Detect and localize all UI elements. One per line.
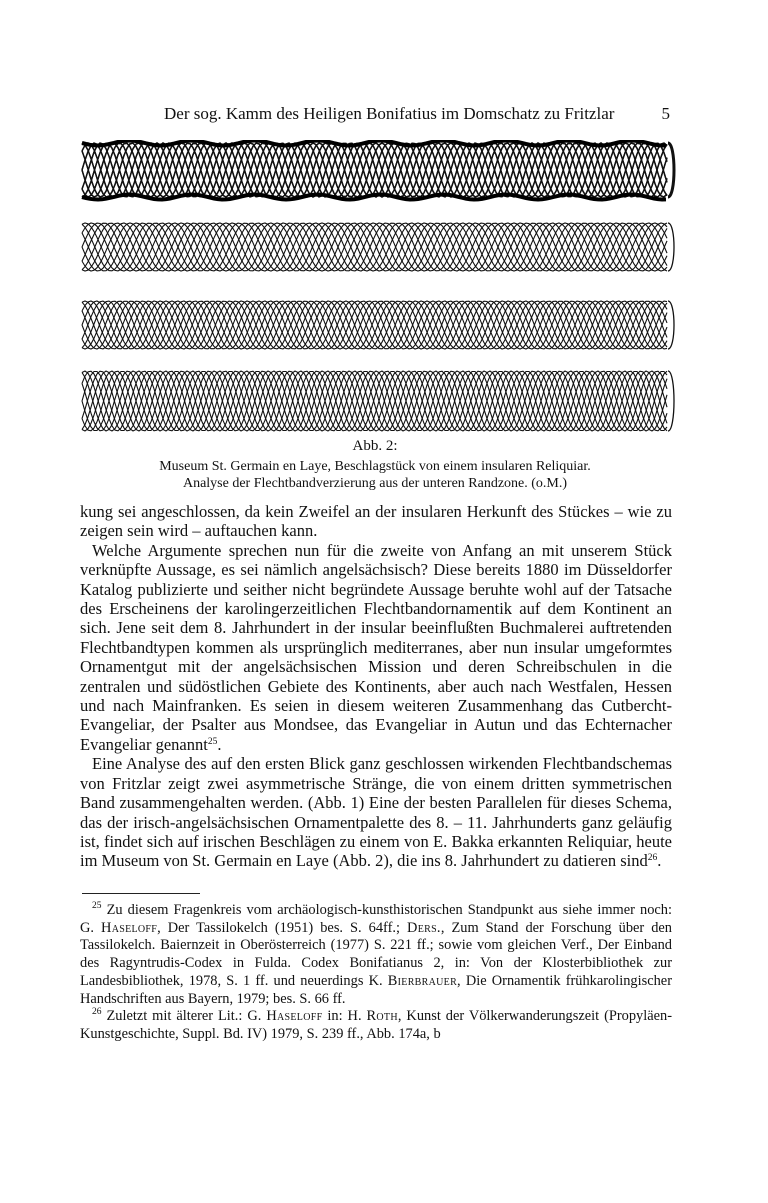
paragraph-2-end: . [217, 734, 222, 754]
footnote-25-text-c: , Zum Stand der Forschung über den Tassilokelch. Baiernzeit in Oberösterreich (1977) S. 221 ff.; sowie vom gleichen Verf., Der Einband des Ragyntrudis-Codex in Fulda. Codex Bonifatianus 2, in: Von der Klosterbibliothek zur Landesbibliothek, 1978, S. 1 ff. und neuerdings K. [80, 919, 672, 989]
footnote-26-text-a: Zuletzt mit älterer Lit.: G. [101, 1008, 267, 1025]
figure-caption [80, 438, 670, 493]
interlace-band [82, 301, 674, 349]
running-head [80, 104, 670, 128]
footnote-25 [80, 902, 672, 1008]
footnotes [80, 902, 672, 1044]
footnote-25-number: 25 [92, 901, 102, 911]
running-title: Der sog. Kamm des Heiligen Bonifatius im Domschatz zu Fritzlar [164, 104, 615, 123]
author-ders: Ders. [407, 919, 441, 936]
interlace-end-loop [668, 223, 674, 271]
footnote-26-text-c: , Kunst der Völkerwanderungszeit (Propyläen-Kunstgeschichte, Suppl. Bd. IV) 1979, S. 239 ff., Abb. 174a, b [80, 1008, 672, 1042]
footnote-25-text-d: , Die Ornamentik frühkarolingischer Handschriften aus Bayern, 1979; bes. S. 66 ff. [80, 972, 672, 1007]
caption-line-1: Museum St. Germain en Laye, Beschlagstück von einem insularen Reliquiar. [159, 458, 591, 474]
page-number: 5 [661, 104, 670, 123]
footnote-26-number: 26 [92, 1007, 102, 1018]
footnote-ref-26[interactable]: 26 [647, 853, 658, 864]
footnote-ref-25[interactable]: 25 [207, 736, 218, 747]
interlace-end-loop [668, 143, 674, 197]
footnote-25-text-b: , Der Tassilokelch (1951) bes. S. 64ff.; [157, 919, 407, 936]
author-roth: Roth [366, 1008, 398, 1025]
interlace-figure [76, 140, 676, 436]
footnote-26-text-b: in: H. [322, 1008, 367, 1025]
interlace-band-drawings [76, 140, 676, 436]
interlace-edge [82, 195, 666, 200]
author-haseloff: Haseloff [101, 919, 158, 936]
footnote-rule [82, 893, 200, 894]
interlace-band [82, 371, 674, 431]
paragraph-3 [80, 754, 672, 870]
body-text [80, 502, 672, 871]
interlace-end-loop [668, 301, 674, 349]
caption-label: Abb. 2: [352, 438, 398, 454]
paragraph-3-text: Eine Analyse des auf den ersten Blick ganz geschlossen wirkenden Flechtbandschemas von Fritzlar zeigt zwei asymmetrische Stränge, die von einem dritten symmetrischen Band zusammengehalten werden. (Abb. 1) Eine der besten Parallelen für dieses Schema, das der irisch-angelsächsischen Ornamentpalette des 8. – 11. Jahrhunderts ganz geläufig ist, findet sich auf irischen Beschlägen zu einem von E. Bakka erkannten Reliquiar, heute im Museum von St. Germain en Laye (Abb. 2), die ins 8. Jahrhundert zu datieren sind [80, 754, 672, 871]
paragraph-2 [80, 541, 672, 754]
author-bierbrauer: Bierbrauer [387, 972, 458, 989]
interlace-end-loop [668, 371, 674, 431]
interlace-band [82, 223, 674, 271]
author-haseloff-2: Haseloff [266, 1008, 323, 1025]
paragraph-3-end: . [657, 851, 662, 871]
footnote-26 [80, 1008, 672, 1043]
interlace-band [82, 141, 674, 200]
paragraph-2-text: Welche Argumente sprechen nun für die zweite von Anfang an mit unserem Stück verknüpfte Aussage, es sei nämlich angelsächsisch? Diese bereits 1880 im Düsseldorfer Katalog publizierte und seither nicht begründete Aussage beruhte wohl auf der Tatsache des Erscheinens der karolingerzeitlichen Flechtbandornamentik auf dem Kontinent an sich. Jene seit dem 8. Jahrhundert in der insular beeinflußten Buchmalerei auftretenden Flechtbandtypen kommen als ursprünglich mediterranes, aber nun insular umgeformtes Ornamentgut mit der angelsächsischen Mission und deren Schreibschulen in die zentralen und südöstlichen Gebiete des Kontinents, aber auch nach Westfalen, Hessen und nach Mainfranken. Es seien in diesem weiteren Zusammenhang das Cutbercht-Evangeliar, der Psalter aus Mondsee, das Evangeliar in Autun und das Echternacher Evangeliar genannt [80, 540, 672, 754]
footnote-25-text-a: Zu diesem Fragenkreis vom archäologisch-kunsthistorischen Standpunkt aus siehe immer noch: G. [80, 902, 672, 936]
paragraph-1: kung sei angeschlossen, da kein Zweifel an der insularen Herkunft des Stückes – wie zu zeigen sein wird – auftauchen kann. [80, 502, 672, 541]
caption-line-2: Analyse der Flechtbandverzierung aus der unteren Randzone. (o.M.) [182, 476, 568, 491]
